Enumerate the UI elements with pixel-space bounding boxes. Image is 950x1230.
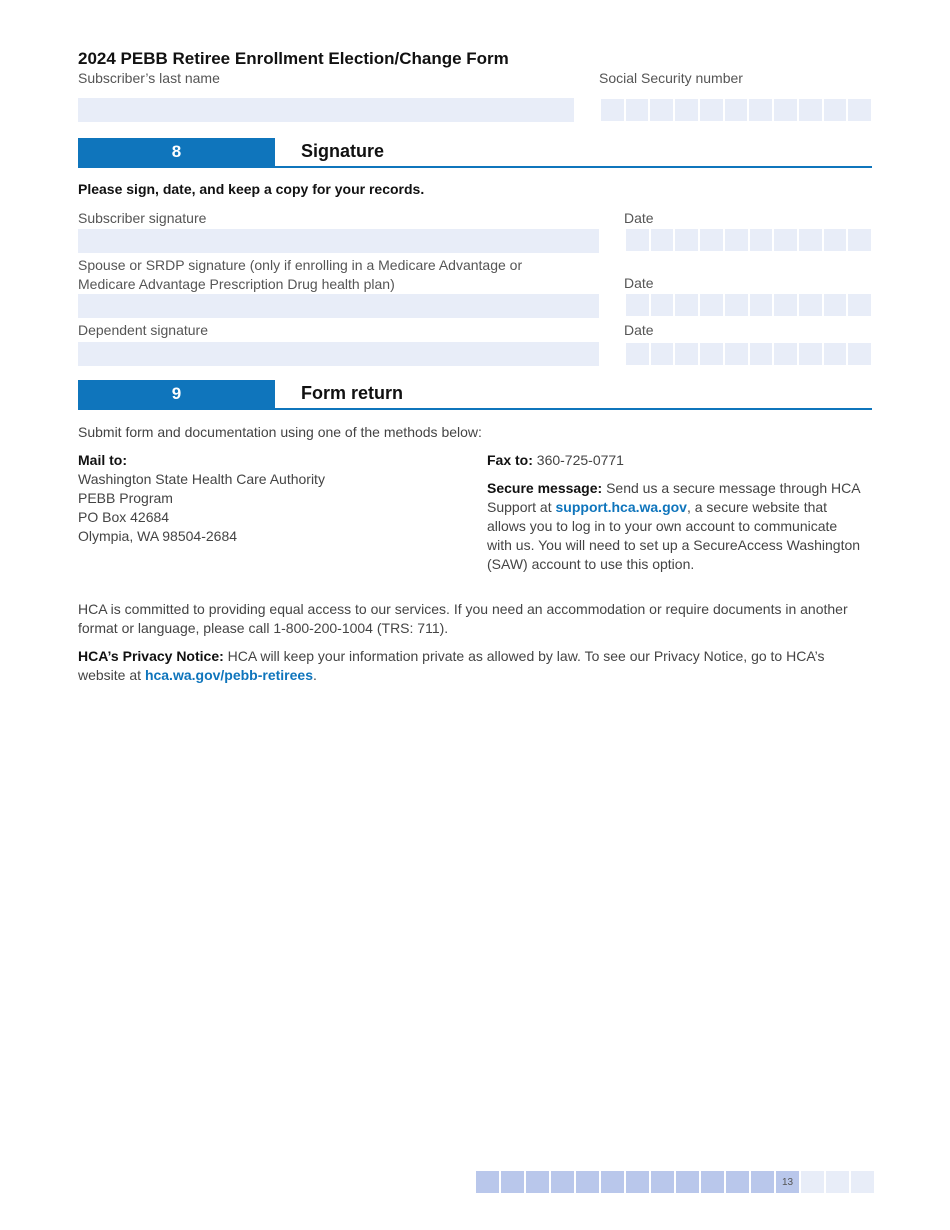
fax-heading: Fax to: [487, 452, 533, 468]
equal-access-text: HCA is committed to providing equal access to our services. If you need an accommodation or require documents in another format or language, please call 1-800-200-1004 (TRS: 711). [78, 601, 848, 636]
support-link[interactable]: support.hca.wa.gov [555, 499, 687, 515]
ssn-label: Social Security number [599, 70, 743, 86]
subscriber-date-label: Date [624, 210, 654, 226]
mail-line: Washington State Health Care Authority [78, 471, 325, 487]
section-9-title: Form return [301, 383, 404, 403]
dependent-date-field[interactable] [626, 343, 871, 365]
mail-line: PEBB Program [78, 490, 173, 506]
page-number: 13 [776, 1171, 799, 1193]
mail-address-block [78, 451, 458, 546]
subscriber-signature-field[interactable] [78, 229, 599, 253]
dependent-signature-label: Dependent signature [78, 322, 208, 338]
section-9-divider [78, 408, 872, 410]
signature-instruction: Please sign, date, and keep a copy for your records. [78, 181, 425, 197]
privacy-notice: HCA’s Privacy Notice: HCA will keep your information private as allowed by law. To see our Privacy Notice, go to HCA’s website at hca.wa.gov/pebb-retirees. [78, 648, 825, 683]
form-return-intro: Submit form and documentation using one of the methods below: [78, 424, 482, 440]
form-title: 2024 PEBB Retiree Enrollment Election/Change Form [78, 49, 509, 68]
mail-heading: Mail to: [78, 452, 127, 468]
dependent-date-label: Date [624, 322, 654, 338]
mail-line: Olympia, WA 98504-2684 [78, 528, 238, 544]
ssn-input[interactable] [601, 99, 871, 121]
fax-line [487, 451, 862, 470]
spouse-signature-label: Spouse or SRDP signature (only if enrolling in a Medicare Advantage or Medicare Advantage Prescription Drug health plan) [78, 257, 523, 292]
spouse-signature-field[interactable] [78, 294, 599, 318]
section-8-title: Signature [301, 141, 385, 161]
privacy-heading: HCA’s Privacy Notice: [78, 648, 224, 664]
section-8-divider [78, 166, 872, 168]
secure-heading: Secure message: [487, 480, 603, 496]
last-name-label: Subscriber’s last name [78, 70, 220, 86]
last-name-input[interactable] [78, 98, 574, 122]
section-8-number: 8 [78, 138, 275, 166]
subscriber-date-field[interactable] [626, 229, 871, 251]
spouse-date-field[interactable] [626, 294, 871, 316]
subscriber-signature-label: Subscriber signature [78, 210, 207, 226]
privacy-link[interactable]: hca.wa.gov/pebb-retirees [144, 667, 313, 683]
dependent-signature-field[interactable] [78, 342, 599, 366]
page-number-strip [476, 1171, 874, 1193]
mail-line: PO Box 42684 [78, 509, 170, 525]
section-9-number: 9 [78, 380, 275, 408]
spouse-date-label: Date [624, 275, 654, 291]
secure-message-block: Secure message: Send us a secure message through HCA Support at support.hca.wa.gov, a secure website that allows you to log in to your own account to communicate with us. You will need to set up a SecureAccess Washington (SAW) account to use this option. [487, 480, 861, 572]
fax-number: 360-725-0771 [532, 452, 624, 468]
